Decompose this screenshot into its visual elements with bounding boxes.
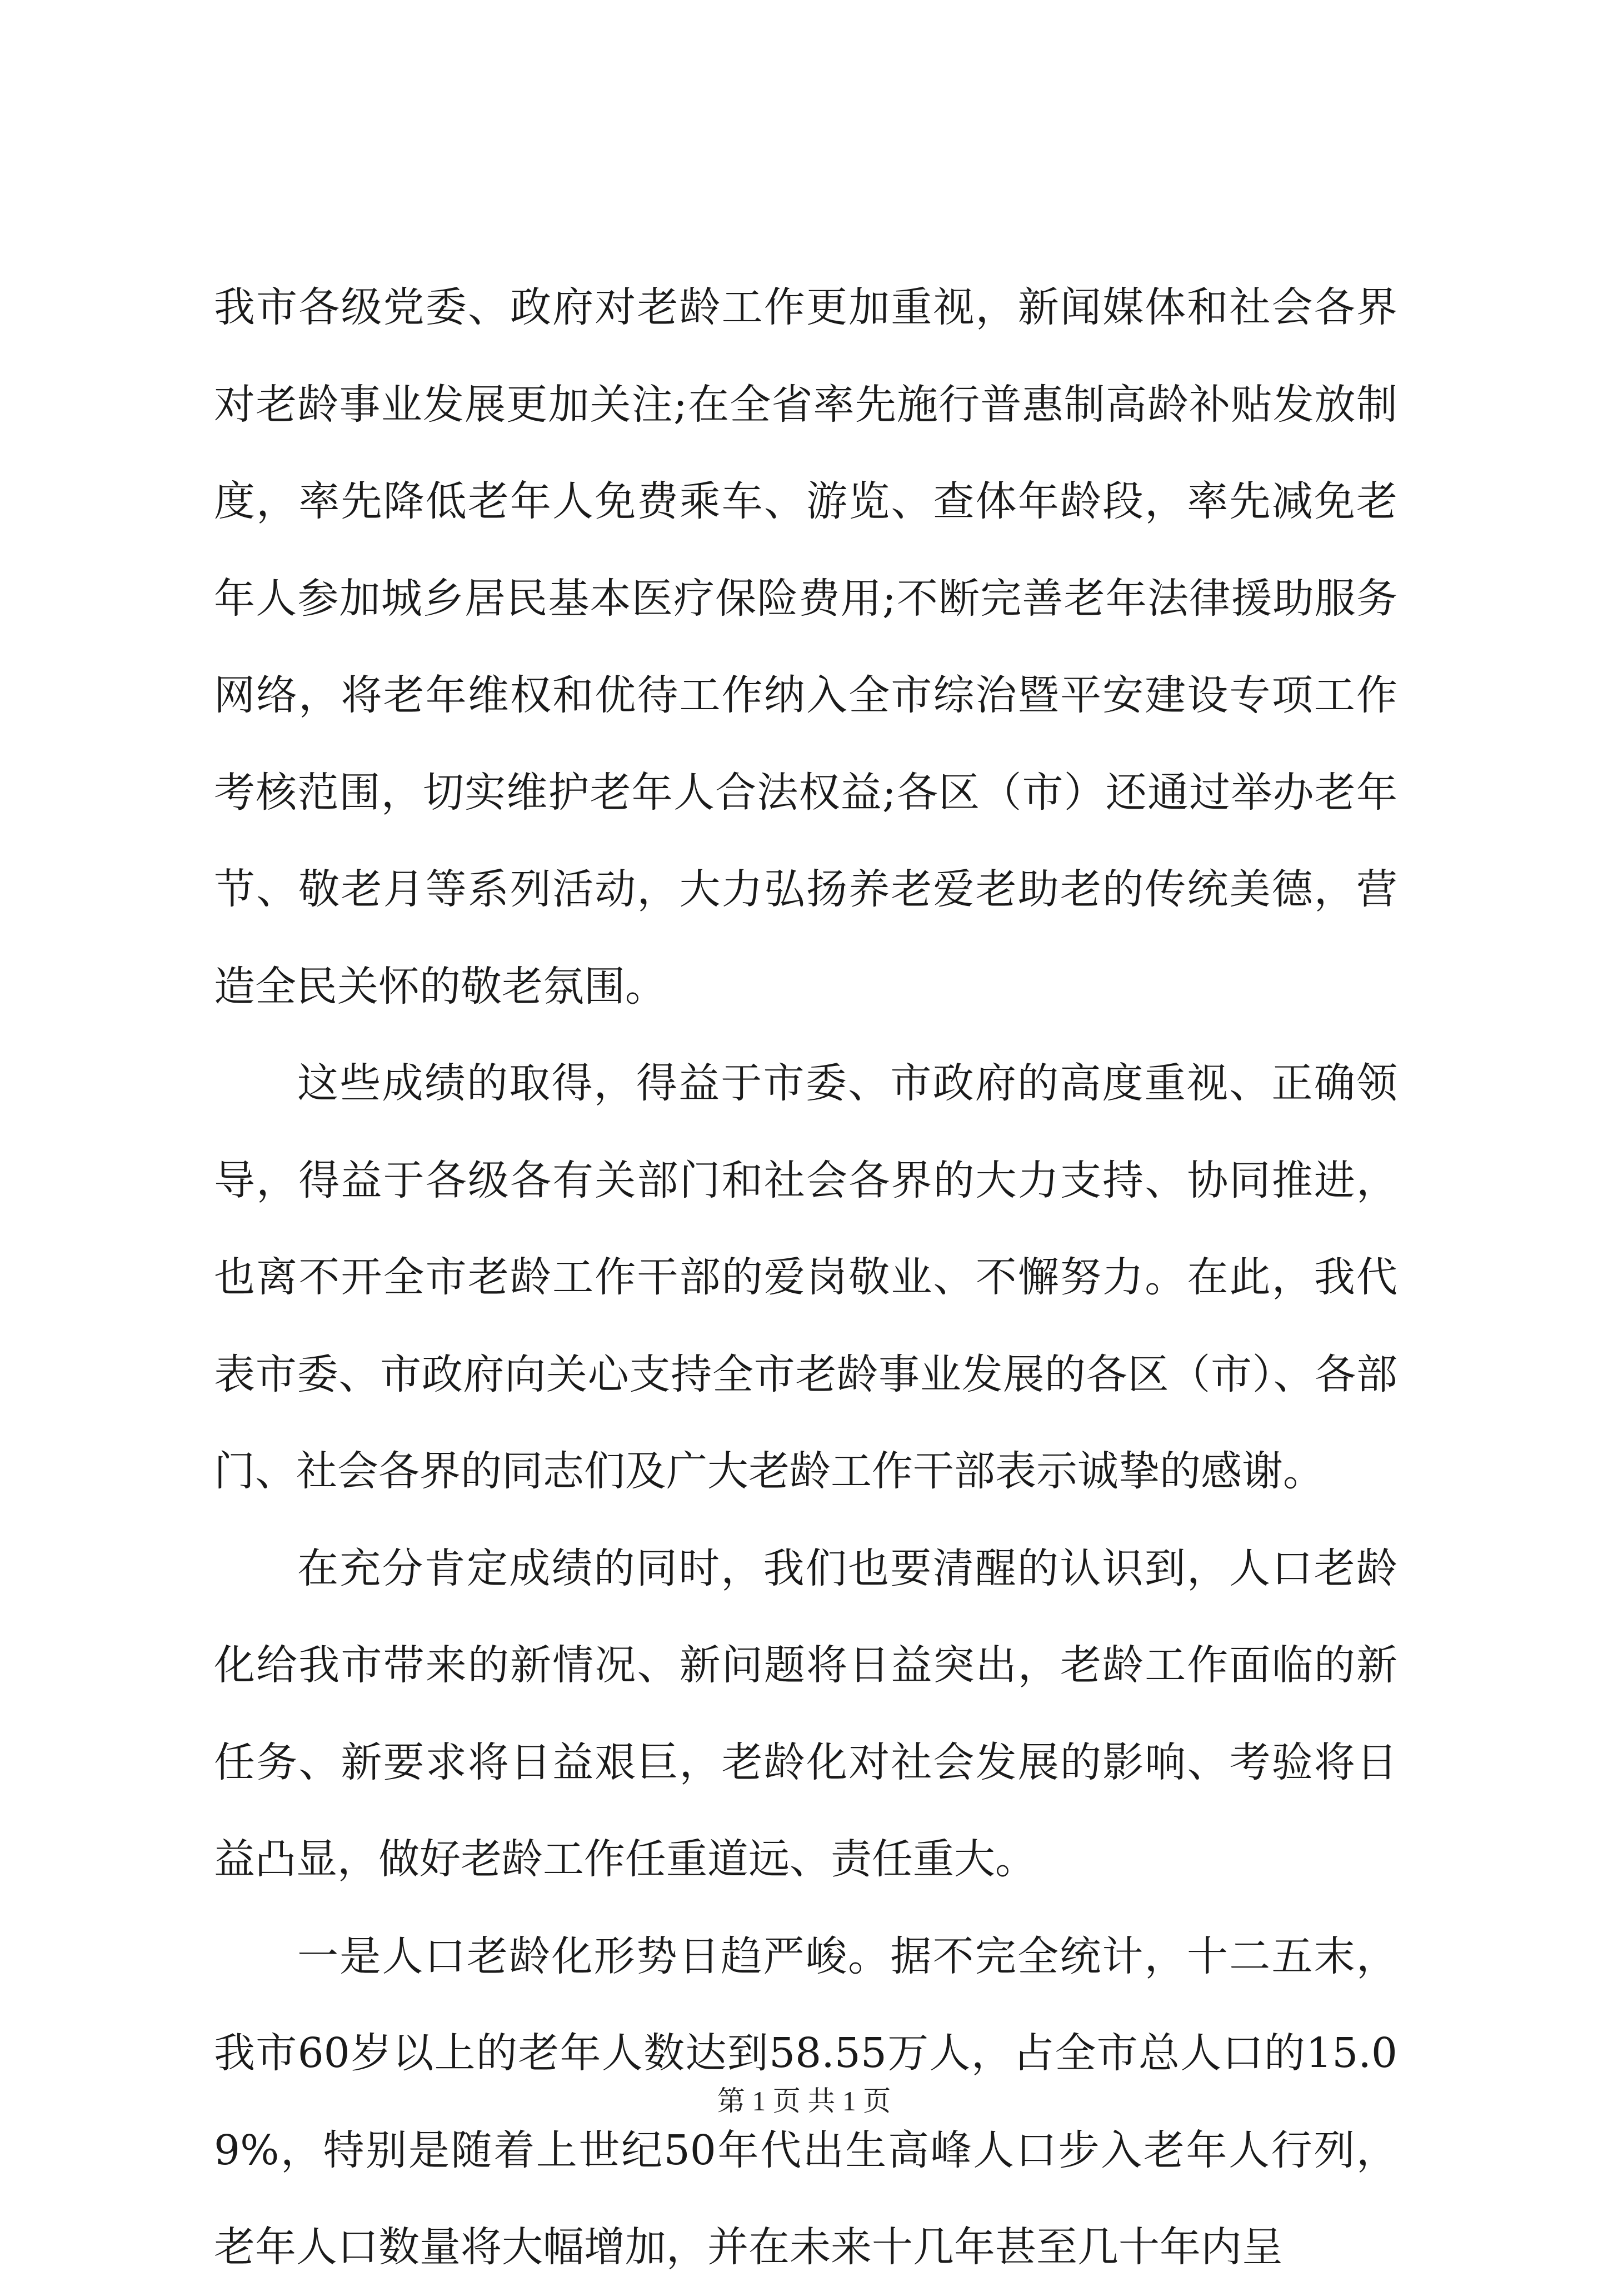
paragraph-3: 在充分肯定成绩的同时，我们也要清醒的认识到，人口老龄化给我市带来的新情况、新问题将日益突出，老龄工作面临的新任务、新要求将日益艰巨，老龄化对社会发展的影响、考验将日益凸显，做好老龄工作任重道远、责任重大。 (214, 1544, 1397, 1883)
paragraph-1: 我市各级党委、政府对老龄工作更加重视，新闻媒体和社会各界对老龄事业发展更加关注;在全省率先施行普惠制高龄补贴发放制度，率先降低老年人免费乘车、游览、查体年龄段，率先减免老年人参加城乡居民基本医疗保险费用;不断完善老年法律援助服务网络，将老年维权和优待工作纳入全市综治暨平安建设专项工作考核范围，切实维护老年人合法权益;各区（市）还通过举办老年节、敬老月等系列活动，大力弘扬养老爱老助老的传统美德，营造全民关怀的敬老氛围。 (214, 283, 1397, 1010)
paragraph-4: 一是人口老龄化形势日趋严峻。据不完全统计，十二五末，我市60岁以上的老年人数达到58.55万人，占全市总人口的15.09%，特别是随着上世纪50年代出生高峰人口步入老年人行列，老年人口数量将大幅增加，并在未来十几年甚至几十年内呈 (214, 1932, 1397, 2271)
page-footer: 第 1 页 共 1 页 (717, 2085, 891, 2116)
paragraph-2: 这些成绩的取得，得益于市委、市政府的高度重视、正确领导，得益于各级各有关部门和社会各界的大力支持、协同推进，也离不开全市老龄工作干部的爱岗敬业、不懈努力。在此，我代表市委、市政府向关心支持全市老龄事业发展的各区（市）、各部门、社会各界的同志们及广大老龄工作干部表示诚挚的感谢。 (214, 1059, 1397, 1495)
document-body (214, 259, 1397, 2296)
